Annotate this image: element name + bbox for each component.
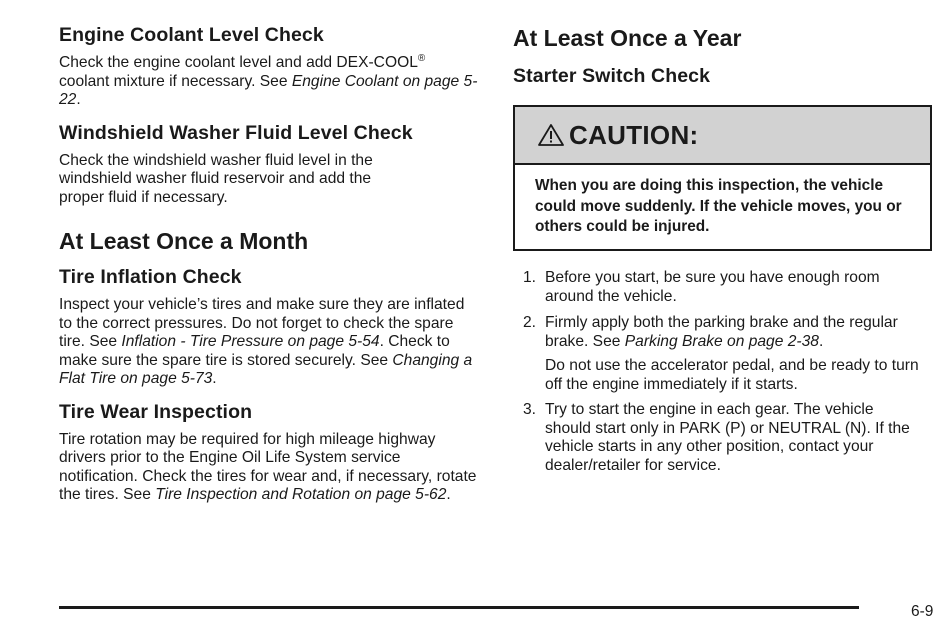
warning-triangle-icon (537, 123, 565, 147)
coolant-text (59, 54, 479, 110)
washer-text: Check the windshield washer fluid level in the windshield washer fluid reservoir and add the proper fluid if necessary. (59, 151, 373, 206)
caution-box (513, 105, 932, 251)
tire-inflation-end: . (212, 370, 217, 387)
tire-wear-text (59, 431, 479, 505)
step-number: 2. (523, 314, 537, 331)
tire-inflation-reference-a: Inflation - Tire Pressure on page 5-54 (121, 333, 380, 350)
steps-column (513, 269, 935, 475)
left-column (59, 0, 479, 505)
step-text: Try to start the engine in each gear. The vehicle should start only in PARK (P) or NEUTRAL (N). If the vehicle starts in any other position, contact your dealer/retailer for service. (545, 401, 910, 474)
step-reference: Parking Brake on page 2-38 (624, 332, 819, 350)
coolant-end: . (76, 91, 81, 108)
coolant-text-a: Check the engine coolant level and add DEX-COOL (59, 54, 418, 71)
year-heading: At Least Once a Year (513, 25, 742, 51)
coolant-text-b: coolant mixture if necessary. See (59, 72, 292, 90)
tire-inflation-heading: Tire Inflation Check (59, 266, 242, 288)
caution-title: CAUTION: (569, 119, 699, 150)
starter-heading: Starter Switch Check (513, 65, 711, 87)
step-text: Before you start, be sure you have enough room around the vehicle. (545, 269, 880, 305)
step-text: Firmly apply both the parking brake and the regular brake. See (545, 314, 898, 350)
tire-wear-reference: Tire Inspection and Rotation on page 5-62 (155, 486, 447, 503)
page-number: 6-9 (911, 603, 934, 620)
tire-wear-text-body: Tire rotation may be required for high mileage highway drivers prior to the Engine Oil Life System service notification. Check the tires for wear and, if necessary, rotate the tires. See (59, 430, 477, 503)
caution-header (515, 107, 930, 165)
tire-inflation-reference-b: Changing a Flat Tire on page 5-73 (59, 351, 473, 387)
step-number: 3. (523, 401, 537, 418)
registered-mark: ® (417, 53, 426, 64)
coolant-reference: Engine Coolant on page 5-22 (59, 72, 478, 108)
washer-heading: Windshield Washer Fluid Level Check (59, 121, 413, 144)
month-heading: At Least Once a Month (59, 228, 309, 254)
list-item (513, 314, 935, 394)
starter-steps-list (513, 269, 935, 475)
tire-inflation-text-b: . Check to make sure the spare tire is stored securely. See (59, 333, 450, 369)
tire-wear-end: . (446, 486, 451, 503)
right-column (513, 0, 935, 88)
list-item (513, 401, 920, 475)
step-number: 1. (523, 269, 537, 286)
tire-wear-heading: Tire Wear Inspection (59, 400, 253, 423)
coolant-heading: Engine Coolant Level Check (59, 24, 324, 46)
step-note: Do not use the accelerator pedal, and be ready to turn off the engine immediately if it starts. (545, 357, 919, 393)
list-item (513, 269, 905, 306)
tire-inflation-text (59, 296, 479, 389)
tire-inflation-text-a: Inspect your vehicle’s tires and make sure they are inflated to the correct pressures. Do not forget to check the spare tire. See (59, 296, 465, 350)
caution-text: When you are doing this inspection, the vehicle could move suddenly. If the vehicle moves, you or others could be injured. (535, 177, 902, 235)
step-end: . (818, 332, 824, 350)
footer-rule (59, 606, 859, 609)
